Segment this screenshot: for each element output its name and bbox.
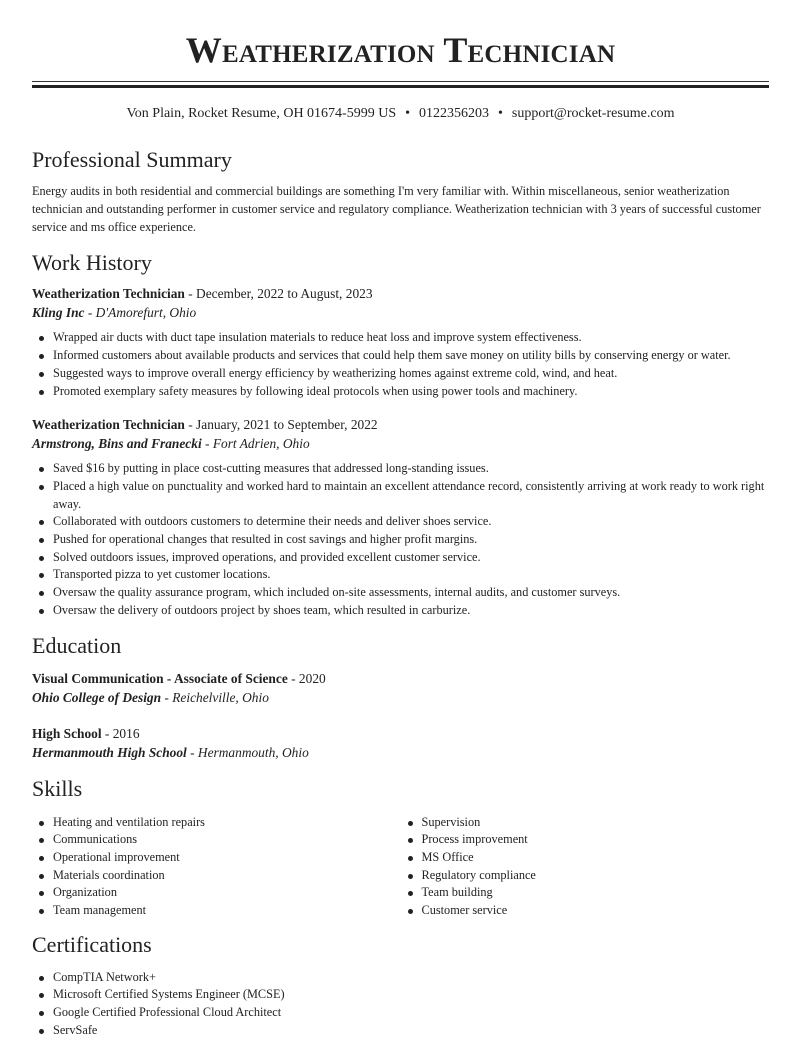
degree-line [32, 669, 769, 688]
section-title-work-history: Work History [32, 250, 152, 276]
bullet-dot-icon [39, 874, 44, 879]
job-employer: Kling Inc [32, 305, 85, 321]
section-title-summary: Professional Summary [32, 147, 232, 172]
bullet-dot-icon [39, 336, 44, 341]
bullet-dot-icon [408, 821, 413, 826]
job-employer: Armstrong, Bins and Franecki [32, 436, 202, 452]
bullet-dot-icon [39, 976, 44, 981]
job-bullet: Wrapped air ducts with duct tape insulation materials to reduce heat loss and improve system effectiveness. [53, 329, 769, 347]
header-rule-thick [32, 85, 769, 88]
skills-columns [32, 814, 769, 920]
bullet-dot-icon [39, 591, 44, 596]
contact-line [32, 105, 769, 123]
job-role: Weatherization Technician [32, 286, 185, 302]
candidate-name: Weatherization Technician [185, 30, 616, 70]
skill-item: Organization [53, 884, 401, 902]
bullet-dot-icon [39, 891, 44, 896]
certifications-list [32, 969, 769, 1040]
bullet-dot-icon [39, 354, 44, 359]
contact-address: Von Plain, Rocket Resume, OH 01674-5999 US [126, 106, 397, 121]
bullet-dot-icon [39, 1011, 44, 1016]
school-location: - Reichelville, Ohio [161, 689, 269, 705]
skill-item: Regulatory compliance [422, 867, 770, 885]
school-name: Hermanmouth High School [32, 744, 187, 760]
job-bullet: Transported pizza to yet customer locations. [53, 566, 769, 584]
skill-item: Customer service [422, 902, 770, 920]
employer-line [32, 303, 769, 322]
school-location: - Hermanmouth, Ohio [186, 744, 309, 760]
skill-item: Operational improvement [53, 849, 401, 867]
contact-separator: • [498, 106, 503, 121]
job-bullet: Placed a high value on punctuality and worked hard to maintain an excellent attendance record, consistently arriving at work ready to work right away. [53, 478, 769, 513]
bullet-dot-icon [408, 891, 413, 896]
job-bullets [32, 329, 769, 400]
certification-item: Microsoft Certified Systems Engineer (MCSE) [53, 986, 769, 1004]
job-location: - Fort Adrien, Ohio [201, 436, 310, 452]
skill-item: Team building [422, 884, 770, 902]
bullet-dot-icon [408, 909, 413, 914]
bullet-dot-icon [408, 838, 413, 843]
job-title-line [32, 415, 769, 434]
skill-item: Materials coordination [53, 867, 401, 885]
skills-list-left [32, 814, 401, 920]
contact-phone: 0122356203 [419, 106, 490, 121]
job-bullet: Promoted exemplary safety measures by following ideal protocols when using power tools and machinery. [53, 383, 769, 401]
job-dates: - December, 2022 to August, 2023 [184, 286, 373, 302]
bullet-dot-icon [39, 520, 44, 525]
bullet-dot-icon [39, 556, 44, 561]
job-bullet: Suggested ways to improve overall energy efficiency by weatherizing homes against extreme cold, wind, and heat. [53, 365, 769, 383]
bullet-dot-icon [39, 1029, 44, 1034]
degree-line [32, 724, 769, 743]
resume-page [32, 0, 769, 1040]
bullet-dot-icon [39, 485, 44, 490]
bullet-dot-icon [39, 467, 44, 472]
job-entry [32, 284, 769, 400]
certification-item: ServSafe [53, 1022, 769, 1040]
education-entry [32, 724, 769, 762]
school-line [32, 743, 769, 762]
bullet-dot-icon [39, 390, 44, 395]
summary-text: Energy audits in both residential and commercial buildings are something I'm very familiar with. Within miscellaneous, senior weatherization technician and outstanding performer in customer service and regulatory compliance. Weatherization technician with 3 years of successful customer service and ms office experience. [32, 184, 761, 234]
skill-item: Communications [53, 831, 401, 849]
certification-item: CompTIA Network+ [53, 969, 769, 987]
job-title-line [32, 284, 769, 303]
bullet-dot-icon [39, 821, 44, 826]
job-bullet: Oversaw the quality assurance program, which included on-site assessments, internal audits, and customer surveys. [53, 584, 769, 602]
bullet-dot-icon [39, 538, 44, 543]
job-bullet: Oversaw the delivery of outdoors project by shoes team, which resulted in carburize. [53, 602, 769, 620]
degree-year: - 2020 [287, 670, 326, 686]
skill-item: Process improvement [422, 831, 770, 849]
school-name: Ohio College of Design [32, 689, 162, 705]
skills-list-right [401, 814, 770, 920]
job-dates: - January, 2021 to September, 2022 [184, 417, 378, 433]
bullet-dot-icon [408, 874, 413, 879]
employer-line [32, 434, 769, 453]
bullet-dot-icon [408, 856, 413, 861]
job-role: Weatherization Technician [32, 417, 185, 433]
section-title-certifications: Certifications [32, 931, 152, 957]
certification-item: Google Certified Professional Cloud Architect [53, 1004, 769, 1022]
section-title-skills: Skills [32, 775, 83, 801]
job-bullet: Collaborated with outdoors customers to determine their needs and deliver shoes service. [53, 513, 769, 531]
job-bullet: Informed customers about available products and services that could help them save money on utility bills by conserving energy or water. [53, 347, 769, 365]
skill-item: Team management [53, 902, 401, 920]
degree-year: - 2016 [101, 725, 140, 741]
bullet-dot-icon [39, 609, 44, 614]
education-entry [32, 669, 769, 707]
bullet-dot-icon [39, 838, 44, 843]
skill-item: Supervision [422, 814, 770, 832]
bullet-dot-icon [39, 993, 44, 998]
section-title-education: Education [32, 632, 122, 658]
degree: Visual Communication - Associate of Science [32, 670, 288, 686]
skill-item: Heating and ventilation repairs [53, 814, 401, 832]
bullet-dot-icon [39, 909, 44, 914]
job-entry [32, 415, 769, 619]
bullet-dot-icon [39, 372, 44, 377]
bullet-dot-icon [39, 573, 44, 578]
degree: High School [32, 725, 102, 741]
contact-separator: • [405, 106, 411, 121]
job-bullet: Pushed for operational changes that resulted in cost savings and higher profit margins. [53, 531, 769, 549]
school-line [32, 688, 769, 707]
job-bullet: Solved outdoors issues, improved operations, and provided excellent customer service. [53, 549, 769, 567]
skill-item: MS Office [422, 849, 770, 867]
job-location: - D'Amorefurt, Ohio [84, 305, 197, 321]
job-bullet: Saved $16 by putting in place cost-cutting measures that addressed long-standing issues. [53, 460, 769, 478]
job-bullets [32, 460, 769, 619]
bullet-dot-icon [39, 856, 44, 861]
header-rule-thin [32, 81, 769, 82]
contact-email: support@rocket-resume.com [511, 106, 675, 121]
